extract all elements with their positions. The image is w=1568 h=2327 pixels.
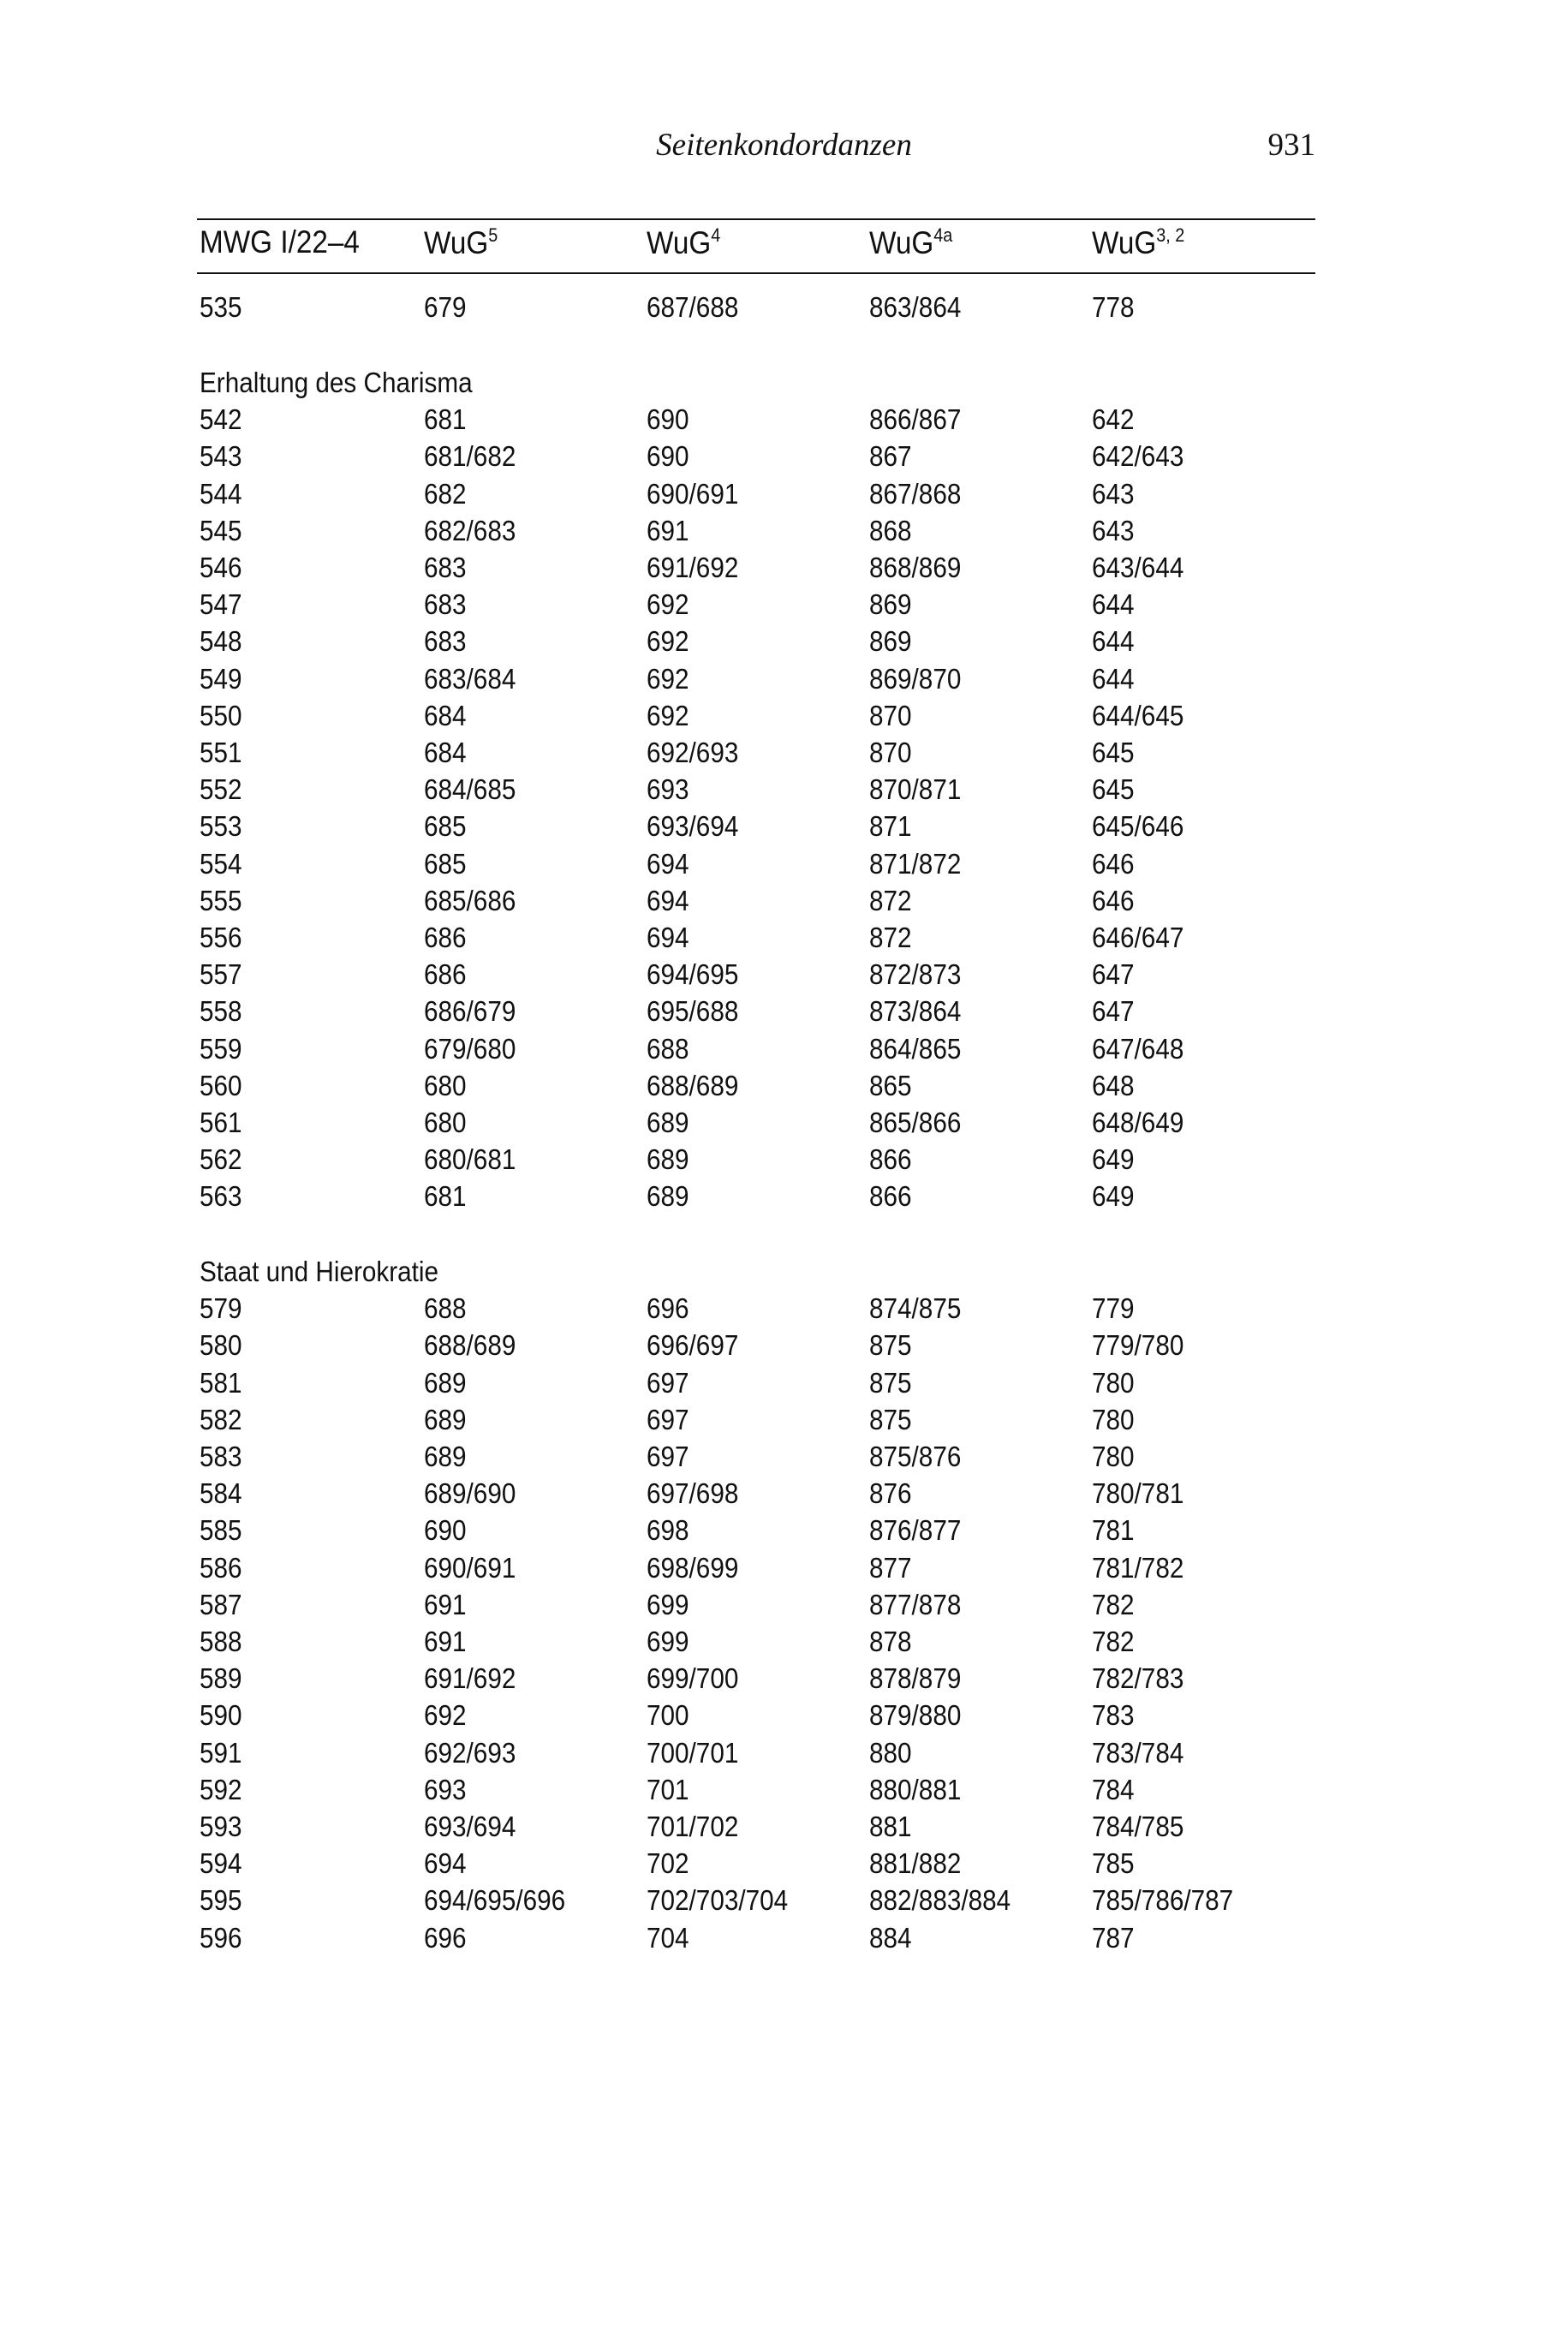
table-cell: 542: [200, 403, 242, 436]
table-cell: 649: [1092, 1143, 1135, 1176]
table-cell: 782: [1092, 1626, 1135, 1657]
table-row: [0, 1774, 1568, 1808]
table-cell: 690: [424, 1514, 467, 1547]
table-cell: 693: [424, 1773, 467, 1805]
table-cell: 591: [200, 1736, 242, 1769]
table-cell: 644: [1092, 588, 1135, 621]
table-cell: 787: [1092, 1921, 1135, 1954]
table-row: [0, 1404, 1568, 1438]
table-cell: 689: [424, 1366, 467, 1399]
table-cell: 679: [424, 291, 467, 323]
table-cell: 690: [647, 403, 689, 436]
table-cell: 880: [869, 1736, 912, 1769]
table-cell: 551: [200, 737, 242, 768]
table-cell: 589: [200, 1662, 242, 1695]
table-cell: 694/695: [647, 958, 739, 991]
table-row: [0, 1329, 1568, 1363]
table-cell: 647/648: [1092, 1032, 1184, 1065]
table-cell: 697: [647, 1441, 689, 1472]
column-header-superscript: 5: [488, 224, 498, 246]
table-cell: 699: [647, 1588, 689, 1620]
table-cell: 679/680: [424, 1032, 516, 1065]
table-cell: 595: [200, 1884, 242, 1917]
table-cell: 688/689: [647, 1069, 739, 1101]
table-cell: 555: [200, 884, 242, 916]
table-cell: 579: [200, 1292, 242, 1325]
table-cell: 698: [647, 1514, 689, 1547]
table-cell: 697: [647, 1403, 689, 1435]
table-row: [0, 1662, 1568, 1697]
table-row: [0, 1367, 1568, 1401]
table-cell: 689: [424, 1403, 467, 1435]
table-cell: 646: [1092, 884, 1135, 916]
table-cell: 785/786/787: [1092, 1884, 1234, 1917]
table-row: [0, 1477, 1568, 1512]
table-cell: 694: [647, 884, 689, 916]
table-cell: 691: [424, 1626, 467, 1657]
table-cell: 785: [1092, 1847, 1135, 1880]
table-cell: 783/784: [1092, 1736, 1184, 1769]
table-cell: 779/780: [1092, 1329, 1184, 1362]
table-cell: 878: [869, 1626, 912, 1657]
table-cell: 560: [200, 1069, 242, 1101]
table-cell: 690: [647, 440, 689, 473]
table-cell: 588: [200, 1626, 242, 1657]
table-cell: 863/864: [869, 291, 962, 323]
section-heading: Staat und Hierokratie: [200, 1256, 439, 1287]
table-cell: 866: [869, 1143, 912, 1176]
table-cell: 558: [200, 995, 242, 1028]
table-cell: 682/683: [424, 514, 516, 546]
table-row: [0, 515, 1568, 549]
table-cell: 870: [869, 737, 912, 768]
table-cell: 701: [647, 1773, 689, 1805]
table-cell: 685: [424, 810, 467, 843]
table-cell: 649: [1092, 1180, 1135, 1213]
table-cell: 700: [647, 1699, 689, 1732]
table-cell: 583: [200, 1441, 242, 1472]
table-cell: 552: [200, 773, 242, 806]
table-cell: 692: [647, 699, 689, 731]
table-row: [0, 1552, 1568, 1586]
table-cell: 699/700: [647, 1662, 739, 1695]
table-row: [0, 737, 1568, 771]
table-cell: 681/682: [424, 440, 516, 473]
table-cell: 882/883/884: [869, 1884, 1011, 1917]
table-cell: 590: [200, 1699, 242, 1732]
table-cell: 648/649: [1092, 1107, 1184, 1138]
column-header-label: WuG: [869, 225, 934, 260]
table-cell: 780: [1092, 1366, 1135, 1399]
table-cell: 878/879: [869, 1662, 962, 1695]
table-row: [0, 1626, 1568, 1660]
table-row: [0, 773, 1568, 808]
table-cell: 867/868: [869, 477, 962, 510]
table-cell: 582: [200, 1403, 242, 1435]
table-cell: 647: [1092, 958, 1135, 991]
table-top-rule: [197, 218, 1315, 220]
table-cell: 872/873: [869, 958, 962, 991]
table-cell: 561: [200, 1107, 242, 1138]
table-cell: 585: [200, 1514, 242, 1547]
table-cell: 782/783: [1092, 1662, 1184, 1695]
section-heading: Erhaltung des Charisma: [200, 367, 473, 398]
table-cell: 545: [200, 514, 242, 546]
table-cell: 866: [869, 1180, 912, 1213]
table-cell: 587: [200, 1588, 242, 1620]
table-row: [0, 1737, 1568, 1771]
table-cell: 696/697: [647, 1329, 739, 1362]
table-cell: 593: [200, 1811, 242, 1842]
table-cell: 684/685: [424, 773, 516, 806]
table-cell: 695/688: [647, 995, 739, 1028]
table-cell: 642/643: [1092, 440, 1184, 473]
table-cell: 683: [424, 625, 467, 658]
column-header: [869, 224, 952, 261]
table-cell: 550: [200, 699, 242, 731]
column-header: [647, 224, 720, 261]
table-cell: 881/882: [869, 1847, 962, 1880]
table-cell: 877: [869, 1551, 912, 1584]
table-cell: 684: [424, 737, 467, 768]
table-row: [0, 663, 1568, 697]
table-cell: 692: [647, 588, 689, 621]
table-cell: 683: [424, 552, 467, 583]
table-cell: 643: [1092, 514, 1135, 546]
table-row: [0, 1107, 1568, 1141]
table-cell: 581: [200, 1366, 242, 1399]
table-cell: 781/782: [1092, 1551, 1184, 1584]
table-cell: 647: [1092, 995, 1135, 1028]
table-row: [0, 1143, 1568, 1178]
table-cell: 546: [200, 552, 242, 583]
table-cell: 689: [424, 1441, 467, 1472]
running-title: Seitenkondordanzen: [656, 128, 912, 163]
table-row: [0, 700, 1568, 734]
table-cell: 559: [200, 1032, 242, 1065]
table-row: [0, 922, 1568, 956]
table-cell: 866/867: [869, 403, 962, 436]
table-cell: 690/691: [424, 1551, 516, 1584]
table-cell: 644/645: [1092, 699, 1184, 731]
table-cell: 881: [869, 1811, 912, 1842]
table-cell: 782: [1092, 1588, 1135, 1620]
table-row: [0, 403, 1568, 438]
table-cell: 586: [200, 1551, 242, 1584]
table-cell: 646: [1092, 847, 1135, 880]
table-cell: 693: [647, 773, 689, 806]
table-row: [0, 848, 1568, 882]
table-cell: 596: [200, 1921, 242, 1954]
table-cell: 694/695/696: [424, 1884, 566, 1917]
table-row: [0, 1292, 1568, 1327]
table-cell: 689: [647, 1107, 689, 1138]
table-cell: 781: [1092, 1514, 1135, 1547]
table-header-row: [0, 224, 1568, 259]
table-cell: 864/865: [869, 1032, 962, 1065]
table-cell: 646/647: [1092, 922, 1184, 953]
table-cell: 877/878: [869, 1588, 962, 1620]
table-cell: 779: [1092, 1292, 1135, 1325]
table-cell: 871/872: [869, 847, 962, 880]
table-cell: 683: [424, 588, 467, 621]
table-row: [0, 1033, 1568, 1067]
table-cell: 580: [200, 1329, 242, 1362]
table-cell: 872: [869, 884, 912, 916]
table-cell: 693/694: [424, 1811, 516, 1842]
table-cell: 875: [869, 1366, 912, 1399]
table-cell: 685/686: [424, 884, 516, 916]
table-cell: 680: [424, 1107, 467, 1138]
table-cell: 780: [1092, 1403, 1135, 1435]
table-row: [0, 625, 1568, 659]
table-cell: 700/701: [647, 1736, 739, 1769]
column-header-superscript: 4: [711, 224, 721, 246]
table-cell: 778: [1092, 291, 1135, 323]
table-cell: 563: [200, 1180, 242, 1213]
table-cell: 696: [424, 1921, 467, 1954]
table-cell: 780/781: [1092, 1477, 1184, 1510]
table-cell: 865: [869, 1069, 912, 1101]
table-cell: 681: [424, 403, 467, 436]
table-header-rule: [197, 272, 1315, 274]
table-cell: 868/869: [869, 552, 962, 583]
table-cell: 554: [200, 847, 242, 880]
column-header: [424, 224, 498, 261]
table-cell: 868: [869, 514, 912, 546]
table-cell: 699: [647, 1626, 689, 1657]
table-row: [0, 1589, 1568, 1623]
table-cell: 680/681: [424, 1143, 516, 1176]
table-cell: 691/692: [424, 1662, 516, 1695]
table-cell: 869: [869, 588, 912, 621]
table-row: [0, 995, 1568, 1029]
table-cell: 592: [200, 1773, 242, 1805]
table-cell: 869: [869, 625, 912, 658]
table-cell: 645/646: [1092, 810, 1184, 843]
table-cell: 535: [200, 291, 242, 323]
table-row: [0, 1070, 1568, 1104]
table-row: [0, 1699, 1568, 1733]
table-cell: 692/693: [424, 1736, 516, 1769]
table-cell: 689/690: [424, 1477, 516, 1510]
table-cell: 548: [200, 625, 242, 658]
table-cell: 642: [1092, 403, 1135, 436]
table-cell: 691: [424, 1588, 467, 1620]
table-cell: 870/871: [869, 773, 962, 806]
table-cell: 556: [200, 922, 242, 953]
table-cell: 686/679: [424, 995, 516, 1028]
table-cell: 584: [200, 1477, 242, 1510]
table-row: [0, 958, 1568, 993]
table-cell: 865/866: [869, 1107, 962, 1138]
table-cell: 884: [869, 1921, 912, 1954]
table-cell: 880/881: [869, 1773, 962, 1805]
table-cell: 783: [1092, 1699, 1135, 1732]
table-row: [0, 552, 1568, 586]
table-cell: 691: [647, 514, 689, 546]
table-row: [0, 1847, 1568, 1882]
table-cell: 645: [1092, 737, 1135, 768]
table-cell: 547: [200, 588, 242, 621]
table-row: [0, 478, 1568, 512]
table-cell: 702: [647, 1847, 689, 1880]
table-cell: 875: [869, 1329, 912, 1362]
table-cell: 702/703/704: [647, 1884, 789, 1917]
table-cell: 686: [424, 958, 467, 991]
table-cell: 701/702: [647, 1811, 739, 1842]
table-cell: 643/644: [1092, 552, 1184, 583]
table-cell: 594: [200, 1847, 242, 1880]
table-cell: 648: [1092, 1069, 1135, 1101]
column-header-label: WuG: [1092, 225, 1157, 260]
table-cell: 875/876: [869, 1441, 962, 1472]
table-cell: 644: [1092, 662, 1135, 695]
table-row: [0, 810, 1568, 844]
table-cell: 562: [200, 1143, 242, 1176]
table-cell: 784: [1092, 1773, 1135, 1805]
table-row: [0, 440, 1568, 474]
table-cell: 873/864: [869, 995, 962, 1028]
table-cell: 875: [869, 1403, 912, 1435]
table-cell: 874/875: [869, 1292, 962, 1325]
table-cell: 696: [647, 1292, 689, 1325]
table-cell: 688/689: [424, 1329, 516, 1362]
table-cell: 693/694: [647, 810, 739, 843]
table-cell: 698/699: [647, 1551, 739, 1584]
table-cell: 553: [200, 810, 242, 843]
table-cell: 692/693: [647, 737, 739, 768]
table-row: [0, 291, 1568, 325]
table-cell: 694: [424, 1847, 467, 1880]
column-header-label: MWG I/22–4: [200, 224, 360, 260]
table-cell: 688: [647, 1032, 689, 1065]
table-cell: 697: [647, 1366, 689, 1399]
table-cell: 872: [869, 922, 912, 953]
table-cell: 683/684: [424, 662, 516, 695]
table-cell: 687/688: [647, 291, 739, 323]
table-cell: 689: [647, 1143, 689, 1176]
table-cell: 680: [424, 1069, 467, 1101]
table-cell: 876: [869, 1477, 912, 1510]
table-row: [0, 1180, 1568, 1214]
column-header-superscript: 4a: [933, 224, 953, 246]
table-cell: 869/870: [869, 662, 962, 695]
table-cell: 694: [647, 847, 689, 880]
table-cell: 694: [647, 922, 689, 953]
table-cell: 685: [424, 847, 467, 880]
table-cell: 691/692: [647, 552, 739, 583]
table-row: [0, 1811, 1568, 1845]
table-row: [0, 1441, 1568, 1475]
table-row: [0, 1514, 1568, 1548]
table-row: [0, 1884, 1568, 1918]
table-cell: 689: [647, 1180, 689, 1213]
table-row: [0, 1922, 1568, 1956]
table-cell: 543: [200, 440, 242, 473]
table-cell: 686: [424, 922, 467, 953]
table-cell: 867: [869, 440, 912, 473]
table-cell: 644: [1092, 625, 1135, 658]
table-cell: 688: [424, 1292, 467, 1325]
table-cell: 692: [647, 662, 689, 695]
table-cell: 876/877: [869, 1514, 962, 1547]
table-cell: 557: [200, 958, 242, 991]
column-header-label: WuG: [647, 225, 712, 260]
table-cell: 692: [424, 1699, 467, 1732]
table-cell: 645: [1092, 773, 1135, 806]
table-cell: 879/880: [869, 1699, 962, 1732]
table-cell: 784/785: [1092, 1811, 1184, 1842]
table-cell: 684: [424, 699, 467, 731]
page-number: 931: [1267, 128, 1315, 163]
table-cell: 870: [869, 699, 912, 731]
table-cell: 697/698: [647, 1477, 739, 1510]
table-cell: 549: [200, 662, 242, 695]
column-header: [200, 224, 360, 260]
column-header: [1092, 224, 1184, 261]
column-header-label: WuG: [424, 225, 489, 260]
table-row: [0, 588, 1568, 623]
table-cell: 690/691: [647, 477, 739, 510]
table-cell: 681: [424, 1180, 467, 1213]
table-cell: 871: [869, 810, 912, 843]
table-cell: 692: [647, 625, 689, 658]
table-cell: 544: [200, 477, 242, 510]
table-cell: 704: [647, 1921, 689, 1954]
column-header-superscript: 3, 2: [1156, 224, 1185, 246]
table-cell: 682: [424, 477, 467, 510]
table-cell: 780: [1092, 1441, 1135, 1472]
table-cell: 643: [1092, 477, 1135, 510]
table-row: [0, 885, 1568, 919]
